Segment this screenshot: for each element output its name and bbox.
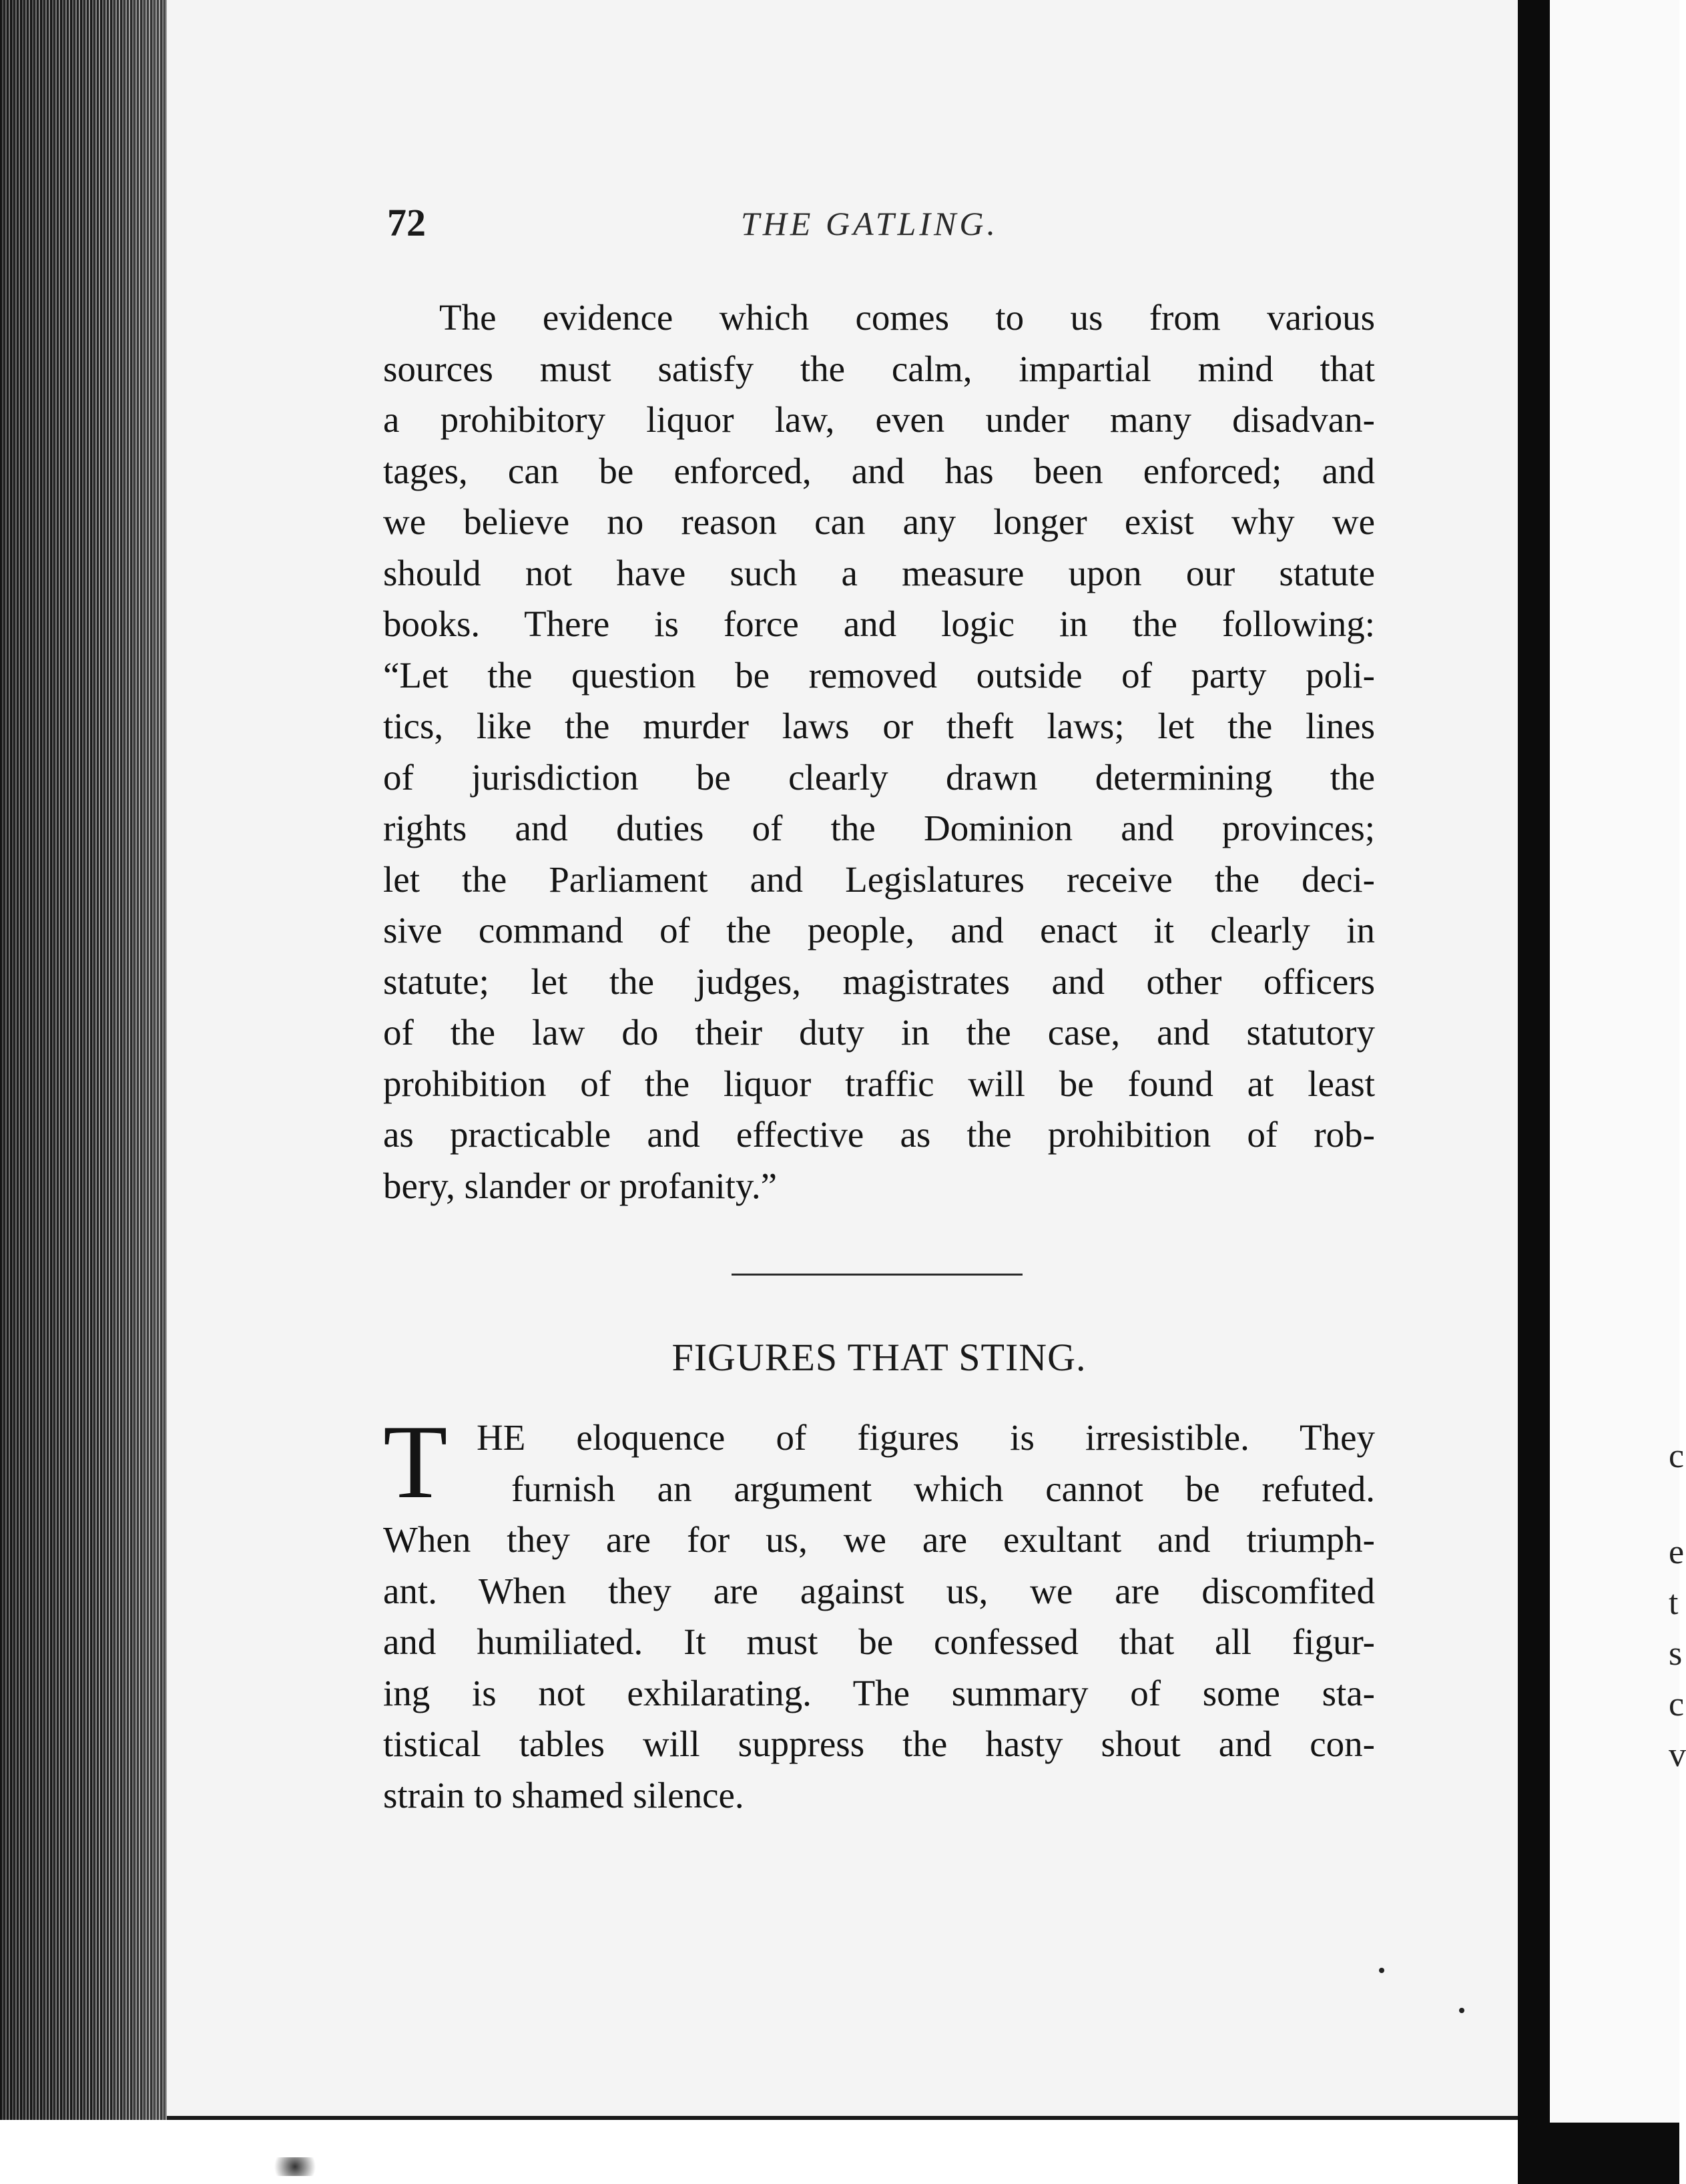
text-line: prohibition of the liquor traffic will be found at least [383,1063,1375,1104]
text-line: statute; let the judges, magistrates and other officers [383,961,1375,1002]
text-line: let the Parliament and Legislatures receive the deci- [383,858,1375,900]
scan-speck [1379,1968,1384,1973]
section-divider [732,1274,1023,1276]
page-number: 72 [387,201,426,244]
facing-page-fragment: c [1669,1685,1685,1723]
text-line: When they are for us, we are exultant and triumph- [383,1519,1375,1560]
book-gutter [1518,0,1550,2184]
text-line: sources must satisfy the calm, impartial mind that [383,348,1375,389]
body-paragraph [383,292,1375,1211]
text-line: sive command of the people, and enact it clearly in [383,910,1375,950]
text-line: and humiliated. It must be confessed that all figur- [383,1621,1375,1662]
text-line: tistical tables will suppress the hasty shout and con- [383,1723,1375,1764]
scan-speck [1459,2008,1464,2013]
text-line: should not have such a measure upon our statute [383,552,1375,593]
facing-page-fragment: c [1669,1437,1685,1475]
text-line: bery, slander or profanity.” [383,1165,777,1206]
facing-page-fragment: s [1669,1635,1683,1673]
text-line: The evidence which comes to us from various [439,297,1375,338]
scan-smudge [267,2157,323,2176]
text-line: furnish an argument which cannot be refuted. [511,1468,1375,1509]
drop-cap: T [383,1404,448,1521]
body-paragraph [383,1404,1375,1821]
text-line: ant. When they are against us, we are discomfited [383,1570,1375,1611]
facing-page [1550,0,1686,2184]
text-line: as practicable and effective as the prohibition of rob- [383,1114,1375,1155]
facing-page-fragment: t [1669,1584,1679,1622]
facing-page-fragment: e [1669,1533,1685,1571]
text-line: we believe no reason can any longer exist why we [383,501,1375,542]
scan-background [0,2120,1679,2184]
page-header [387,200,1388,260]
text-line: rights and duties of the Dominion and provinces; [383,808,1375,848]
text-line: of the law do their duty in the case, and statutory [383,1012,1375,1053]
text-line: of jurisdiction be clearly drawn determining the [383,756,1375,798]
book-page-edges [0,0,167,2184]
text-line: “Let the question be removed outside of party poli- [383,654,1375,696]
scan-edge [1518,2123,1679,2184]
text-line: strain to shamed silence. [383,1774,744,1816]
running-head: THE GATLING. [741,205,999,242]
section-heading: FIGURES THAT STING. [671,1336,1087,1379]
facing-page-fragment: v [1669,1736,1686,1774]
text-line: ing is not exhilarating. The summary of some sta- [383,1672,1375,1713]
text-line: books. There is force and logic in the following: [383,603,1375,644]
text-line: tages, can be enforced, and has been enforced; and [383,450,1375,491]
text-line: tics, like the murder laws or theft laws; let the lines [383,706,1375,746]
text-line: a prohibitory liquor law, even under many disadvan- [383,399,1375,440]
text-line: HE eloquence of figures is irresistible. They [477,1417,1375,1458]
